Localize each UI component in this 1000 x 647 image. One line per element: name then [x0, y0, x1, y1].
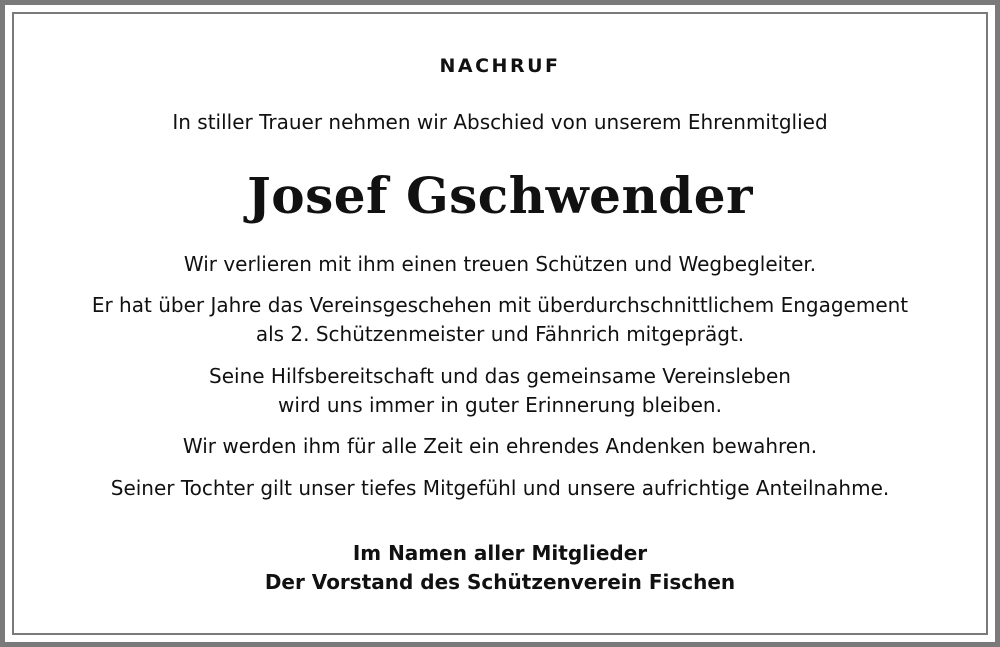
- obituary-notice: [14, 14, 986, 633]
- paragraph-line: Wir verlieren mit ihm einen treuen Schützen und Wegbegleiter.: [183, 252, 817, 276]
- paragraph-3: [14, 362, 986, 420]
- paragraph-5: [14, 474, 986, 503]
- paragraph-line: Seine Hilfsbereitschaft und das gemeinsame Vereinsleben: [209, 364, 791, 388]
- intro-text: In stiller Trauer nehmen wir Abschied von unserem Ehrenmitglied: [172, 110, 828, 134]
- paragraph-line: Wir werden ihm für alle Zeit ein ehrendes Andenken bewahren.: [182, 434, 818, 458]
- deceased-name: Josef Gschwender: [247, 166, 753, 225]
- paragraph-2: [14, 291, 986, 349]
- paragraph-line: Seiner Tochter gilt unser tiefes Mitgefühl und unsere aufrichtige Anteilnahme.: [110, 476, 890, 500]
- signature-line: Im Namen aller Mitglieder: [352, 541, 648, 565]
- paragraph-4: [14, 432, 986, 461]
- paragraph-line: Er hat über Jahre das Vereinsgeschehen mit überdurchschnittlichem Engagement: [91, 293, 909, 317]
- signature-line: Der Vorstand des Schützenverein Fischen: [264, 570, 736, 594]
- notice-heading: NACHRUF: [439, 55, 561, 77]
- signature-block: [14, 539, 986, 597]
- paragraph-1: [14, 250, 986, 279]
- paragraph-line: wird uns immer in guter Erinnerung bleiben.: [278, 393, 722, 417]
- paragraph-line: als 2. Schützenmeister und Fähnrich mitgeprägt.: [255, 322, 745, 346]
